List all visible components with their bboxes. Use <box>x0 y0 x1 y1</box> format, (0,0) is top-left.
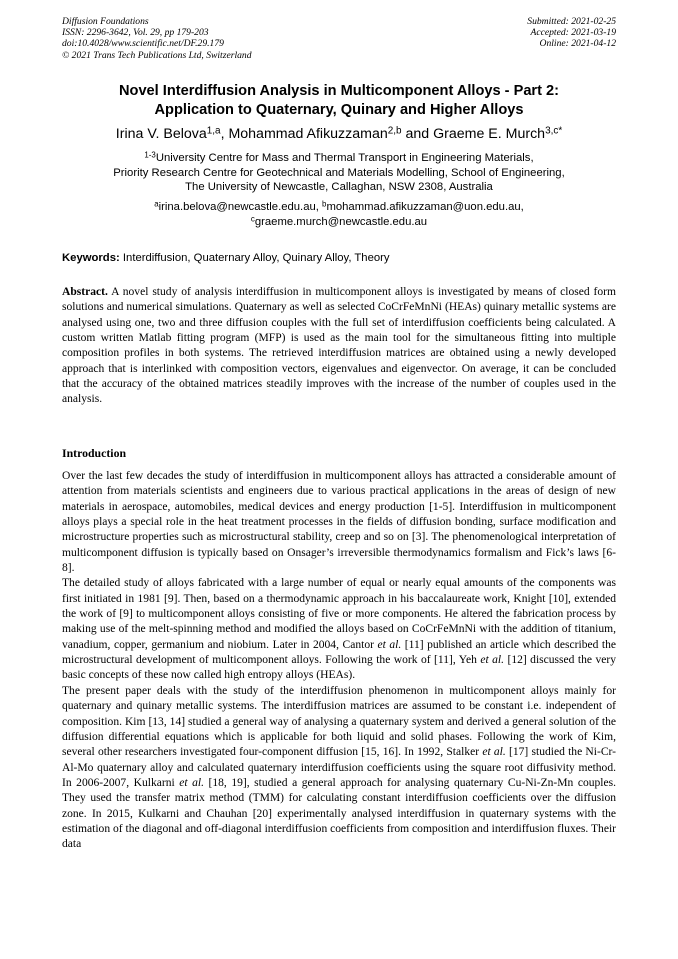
journal-info <box>62 16 252 61</box>
author-emails <box>40 200 638 229</box>
affiliation-superscript: 1-3 <box>144 150 156 160</box>
author-separator: , <box>220 126 229 142</box>
author-superscript: 2,b <box>387 125 402 137</box>
title-line-1: Novel Interdiffusion Analysis in Multicomponent Alloys - Part 2: <box>118 83 560 99</box>
keywords <box>62 251 616 265</box>
author-superscript: 1,a <box>206 125 221 137</box>
introduction-heading: Introduction <box>62 446 127 460</box>
email-line-2: $^c$graeme.murch@newcastle.edu.au <box>250 214 428 228</box>
journal-copyright: © 2021 Trans Tech Publications Ltd, Switzerland <box>62 49 252 61</box>
journal-name: Diffusion Foundations <box>62 16 149 27</box>
intro-paragraph-1: Over the last few decades the study of interdiffusion in multicomponent alloys has attracted a considerable amount of attention from materials scientists and engineers due to various practical applications in the areas of design of new materials in aerospace, automobiles, medical devices and energy production [1-5]. Interdiffusion in multicomponent alloys plays a special role in the heat treatment processes in the fields of diffusion bonding, surface modification and microstructure properties such as microstructural stability, creep and so on [3]. The phenomenological interpretation of multicomponent diffusion is typically based on Onsager’s irreversible thermodynamics formalism and Fick’s laws [6-8]. <box>62 470 616 575</box>
title-line-2: Application to Quaternary, Quinary and Higher Alloys <box>154 102 524 118</box>
journal-issn: ISSN: 2296-3642, Vol. 29, pp 179-203 <box>62 27 209 39</box>
intro-paragraph-2: The detailed study of alloys fabricated with a large number of equal or nearly equal amounts of the components was first initiated in 1981 [9]. Then, based on a thermodynamic approach in his baccalaureate work, Knight [10], extended the work of [9] to multicomponent alloys consisting of five or more components. He altered the fabrication process by making use of the melt-spinning method and modified the alloys based on CoCrFeMnNi with the addition of titanium, vanadium, copper, germanium and niobium. Later in 2004, Cantor et al. [11] published an article which described the microstructural development of multicomponent alloys. Following the work of [11], Yeh et al. [12] discussed the very basic concepts of these now called high entropy alloys (HEAs). <box>62 577 617 682</box>
accepted-date: Accepted: 2021-03-19 <box>530 27 616 39</box>
affiliation <box>40 151 638 195</box>
affiliation-line-3: The University of Newcastle, Callaghan, NSW 2308, Australia <box>185 181 493 194</box>
submitted-date: Submitted: 2021-02-25 <box>527 16 616 27</box>
author-list <box>40 125 638 143</box>
journal-doi: doi:10.4028/www.scientific.net/DF.29.179 <box>62 38 224 50</box>
abstract-label: Abstract. <box>62 286 108 298</box>
author-separator: and <box>401 126 434 142</box>
affiliation-line-2: Priority Research Centre for Geotechnical and Materials Modelling, School of Engineering, <box>113 166 565 179</box>
keywords-label: Keywords: <box>62 252 120 264</box>
abstract-text: A novel study of analysis interdiffusion in multicomponent alloys is investigated by means of closed form solutions and numerical simulations. Quaternary as well as selected CoCrFeMnNi (HEAs) quinary metallic systems are analysed using one, two and three diffusion couples with the full set of interdiffusion coefficients being calculated. A custom written Matlab fitting program (MFP) is used as the main tool for the simultaneous fitting into multiple composition profiles in both systems. The retrieved interdiffusion matrices are obtained using a newly developed approach that is interlinked with composition vectors, eigenvalues and eigenvector. On average, it can be concluded that the accuracy of the obtained matrices steadily improves with the increase of the number of couples used in the analysis. <box>62 286 617 406</box>
email-a-link[interactable]: irina.belova@newcastle.edu.au, <box>158 201 319 213</box>
email-line-1: $^a$irina.belova@newcastle.edu.au, $^b$mohammad.afikuzzaman@uon.edu.au, <box>154 199 524 213</box>
author-name: Graeme E. Murch <box>433 126 546 142</box>
keywords-text: Interdiffusion, Quaternary Alloy, Quinary Alloy, Theory <box>122 252 390 264</box>
submission-dates <box>527 16 616 50</box>
abstract <box>62 285 616 408</box>
email-b-link[interactable]: mohammad.afikuzzaman@uon.edu.au, <box>326 201 524 213</box>
email-c-link[interactable]: graeme.murch@newcastle.edu.au <box>254 215 428 228</box>
affiliation-line-1: $^{1-3}$University Centre for Mass and Thermal Transport in Engineering Materials, <box>144 150 534 164</box>
author-superscript: 3,c* <box>545 125 563 137</box>
author-name: Mohammad Afikuzzaman <box>228 126 388 142</box>
online-date: Online: 2021-04-12 <box>539 38 616 50</box>
introduction-body <box>62 469 616 853</box>
paper-title <box>40 82 638 120</box>
author-name: Irina V. Belova <box>115 126 207 142</box>
intro-paragraph-3: The present paper deals with the study of the interdiffusion phenomenon in multicomponent alloys mainly for quaternary and quinary metallic systems. The interdiffusion matrices are assumed to be constant i.e. independent of composition. Kim [13, 14] studied a general way of analysing a quaternary system and derived a general solution of the diffusion differential equations which is applicable for both liquid and solid phases. Following the work of Kim, several other researchers investigated four-component diffusion [15, 16]. In 1992, Stalker et al. [17] studied the Ni-Cr-Al-Mo quaternary alloy and calculated quaternary interdiffusion coefficients using the square root diffusivity method. In 2006-2007, Kulkarni et al. [18, 19], studied a general approach for analysing quaternary Cu-Ni-Zn-Mn couples. They used the transfer matrix method (TMM) for calculating constant interdiffusion coefficients over the diffusion zone. In 2015, Kulkarni and Chauhan [20] experimentally analysed interdiffusion in quaternary systems with the estimation of the diagonal and off-diagonal interdiffusion coefficients from composition and interdiffusion fluxes. Their data <box>62 684 616 851</box>
